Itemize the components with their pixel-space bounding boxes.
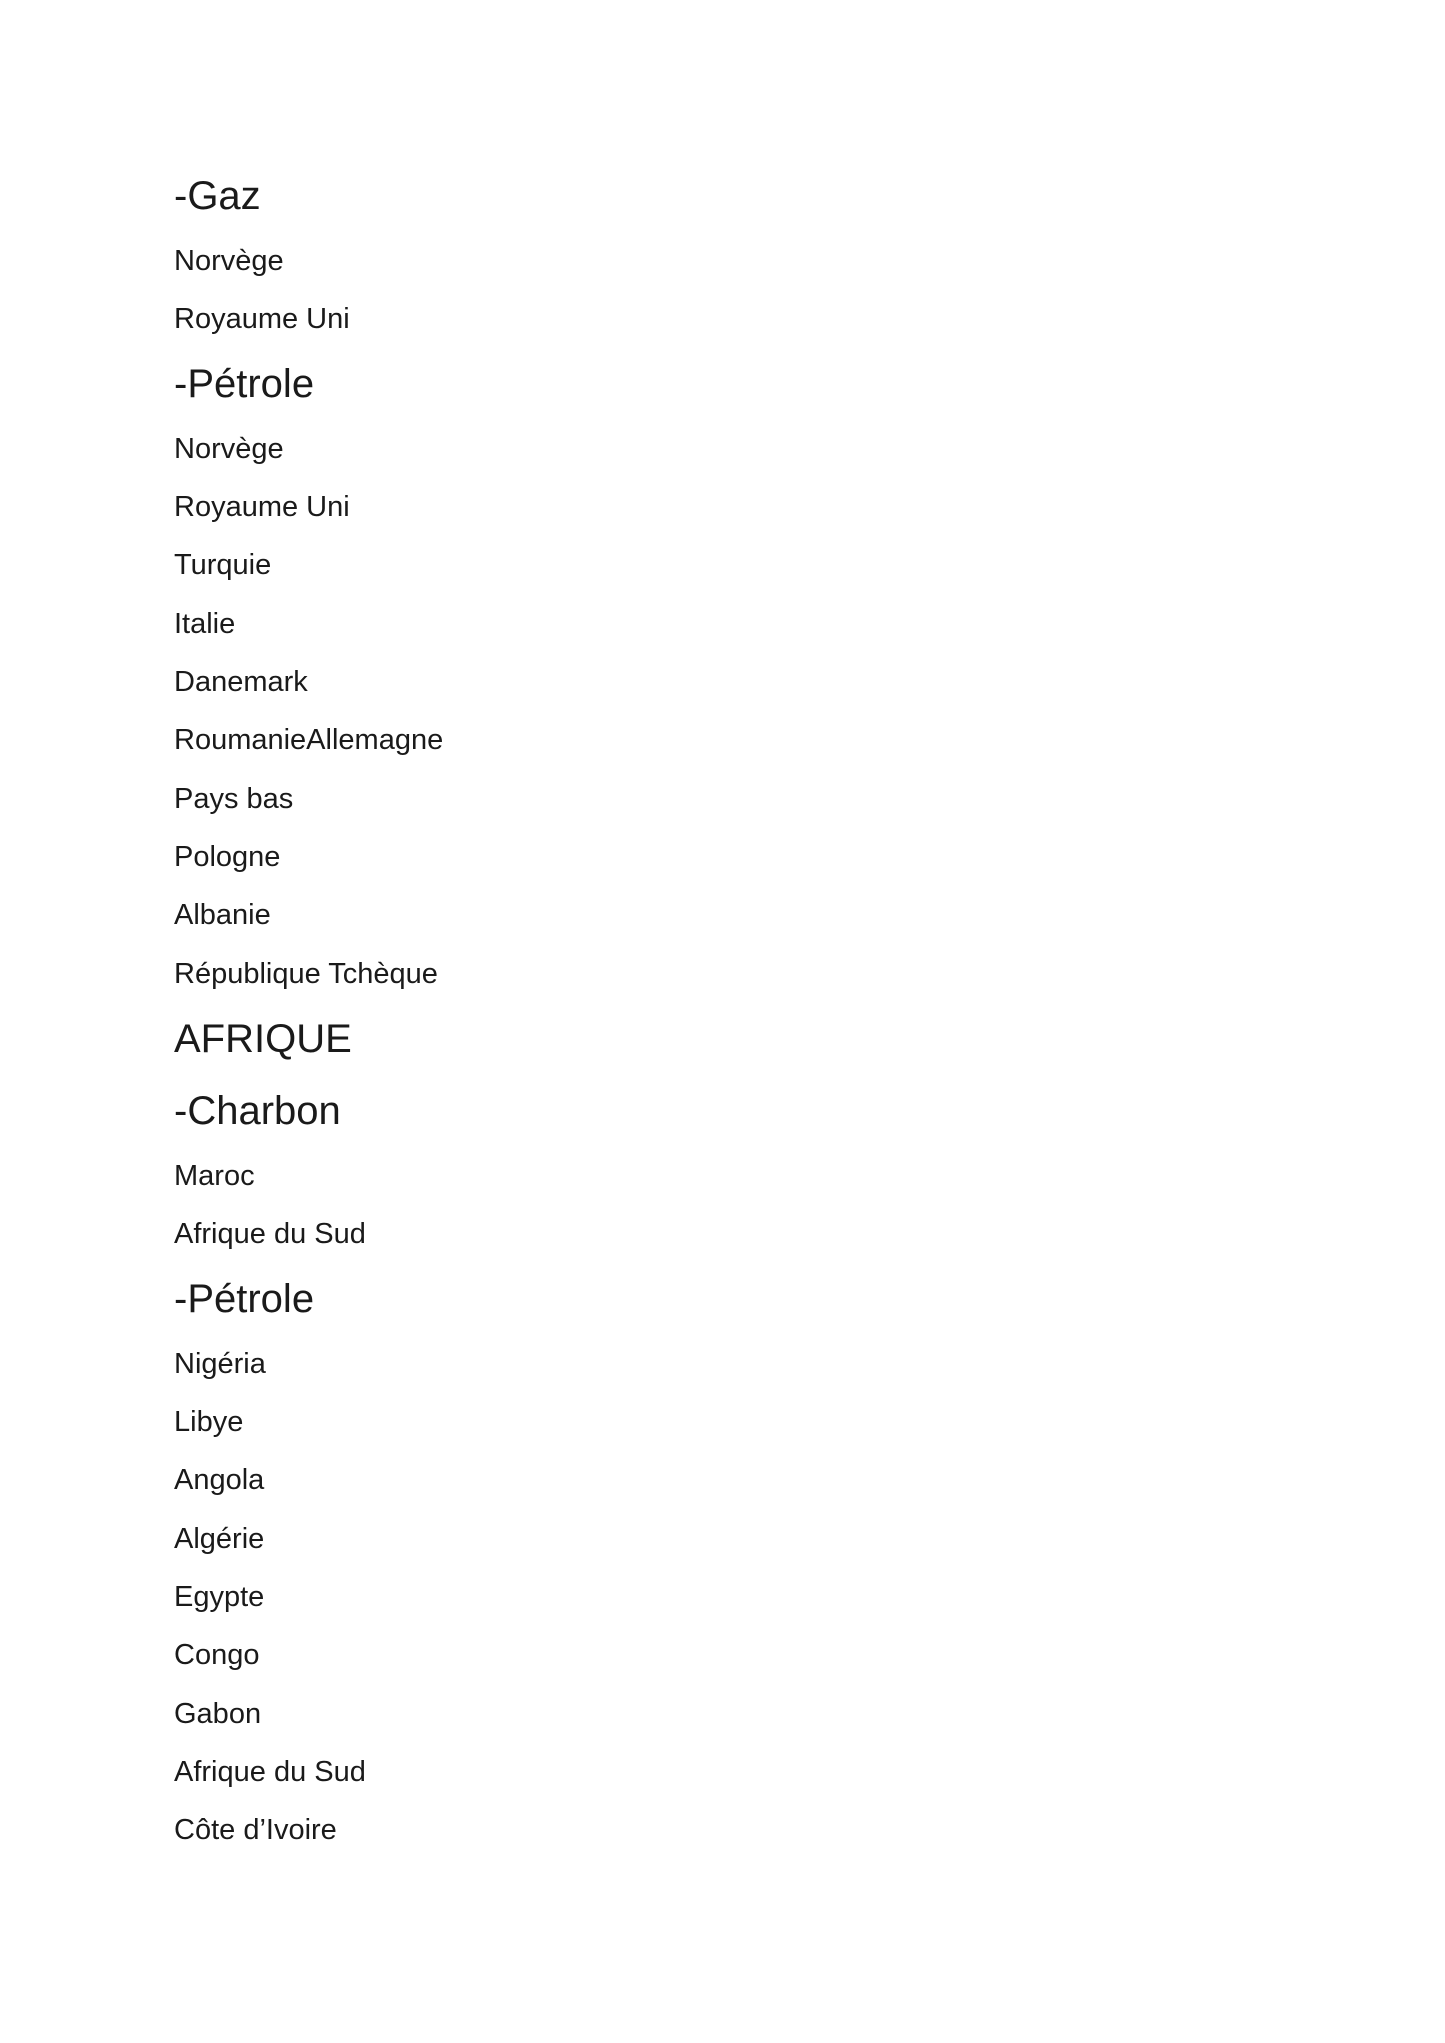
- list-item: Congo: [174, 1639, 260, 1671]
- list-item: Afrique du Sud: [174, 1218, 366, 1250]
- list-item: Pologne: [174, 841, 281, 873]
- list-item: Algérie: [174, 1523, 265, 1555]
- list-item: Gabon: [174, 1698, 262, 1730]
- list-item: Egypte: [174, 1581, 265, 1613]
- list-item: République Tchèque: [174, 958, 438, 990]
- list-item: Turquie: [174, 549, 272, 581]
- list-item: Pays bas: [174, 783, 294, 815]
- list-item: RoumanieAllemagne: [174, 724, 444, 756]
- list-item: Norvège: [174, 433, 284, 465]
- list-item: Norvège: [174, 245, 284, 277]
- list-item: Libye: [174, 1406, 244, 1438]
- list-item: Angola: [174, 1464, 265, 1496]
- list-item: Royaume Uni: [174, 491, 350, 523]
- section-heading-gaz: -Gaz: [174, 174, 261, 218]
- section-heading-petrole: -Pétrole: [174, 1277, 315, 1321]
- section-heading-petrole: -Pétrole: [174, 362, 315, 406]
- list-item: Nigéria: [174, 1348, 266, 1380]
- list-item: Albanie: [174, 899, 271, 931]
- list-item: Royaume Uni: [174, 303, 350, 335]
- region-heading-afrique: AFRIQUE: [174, 1017, 352, 1061]
- list-item: Italie: [174, 608, 236, 640]
- list-item: Danemark: [174, 666, 308, 698]
- section-heading-charbon: -Charbon: [174, 1089, 341, 1133]
- list-item: Côte d’Ivoire: [174, 1814, 337, 1846]
- list-item: Afrique du Sud: [174, 1756, 366, 1788]
- list-item: Maroc: [174, 1160, 255, 1192]
